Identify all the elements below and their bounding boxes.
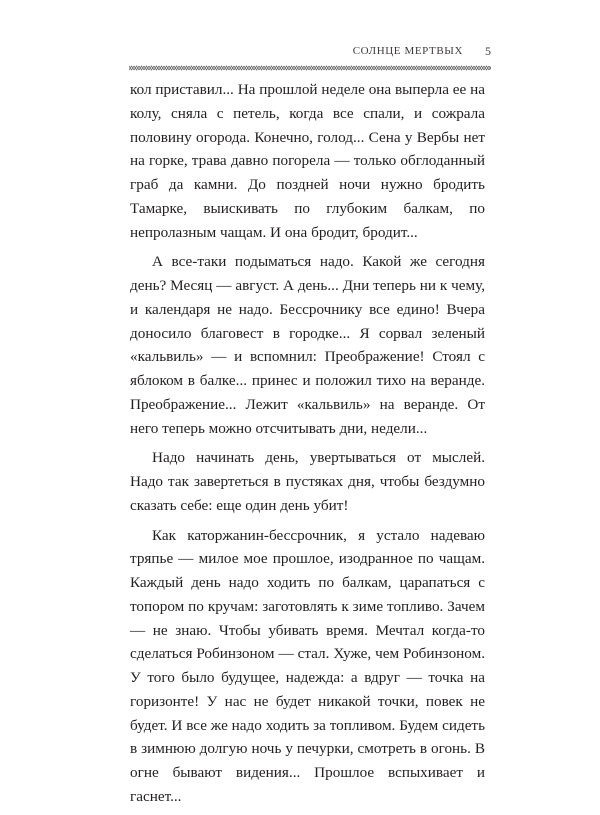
- running-title: СОЛНЦЕ МЕРТВЫХ: [352, 45, 463, 57]
- paragraph: Как каторжанин-бессрочник, я устало надеваю тряпье — милое мое прошлое, изодранное по чащам. Каждый день надо ходить по балкам, царапаться с топором по кручам: заготовлять к зиме топливо. Зачем — не знаю. Чтобы убивать время. Мечтал когда-то сделаться Робинзоном — стал. Хуже, чем Робинзоном. У того было будущее, надежда: а вдруг — точка на горизонте! У нас не будет никакой точки, повек не будет. И все же надо ходить за топливом. Будем сидеть в зимнюю долгую ночь у печурки, смотреть в огонь. В огне бывают видения... Прошлое вспыхивает и гаснет...: [130, 526, 485, 805]
- page-number: 5: [485, 44, 491, 58]
- paragraph: кол приставил... На прошлой неделе она выперла ее на колу, сняла с петель, когда все спали, и сожрала половину огорода. Конечно, голод... Сена у Вербы нет на горке, трава давно погорела — только обглоданный граб да камни. До поздней ночи нужно бродить Тамарке, выискивать по глубоким балкам, по непролазным чащам. И она бродит, бродит...: [130, 81, 485, 241]
- decorative-border-rule: [129, 63, 491, 73]
- body-text: [130, 78, 485, 815]
- paragraph: А все-таки подыматься надо. Какой же сегодня день? Месяц — август. А день... Дни теперь ни к чему, и календаря не надо. Бессрочнику все едино! Вчера доносило благовест в городке... Я сорвал зеленый «кальвиль» — и вспомнил: Преображение! Стоял с яблоком в балке... принес и положил тихо на веранде. Преображение... Лежит «кальвиль» на веранде. От него теперь можно отсчитывать дни, недели...: [130, 253, 485, 437]
- paragraph: Надо начинать день, увертываться от мыслей. Надо так завертеться в пустяках дня, чтобы бездумно сказать себе: еще один день убит!: [130, 449, 485, 514]
- running-head: [129, 44, 491, 62]
